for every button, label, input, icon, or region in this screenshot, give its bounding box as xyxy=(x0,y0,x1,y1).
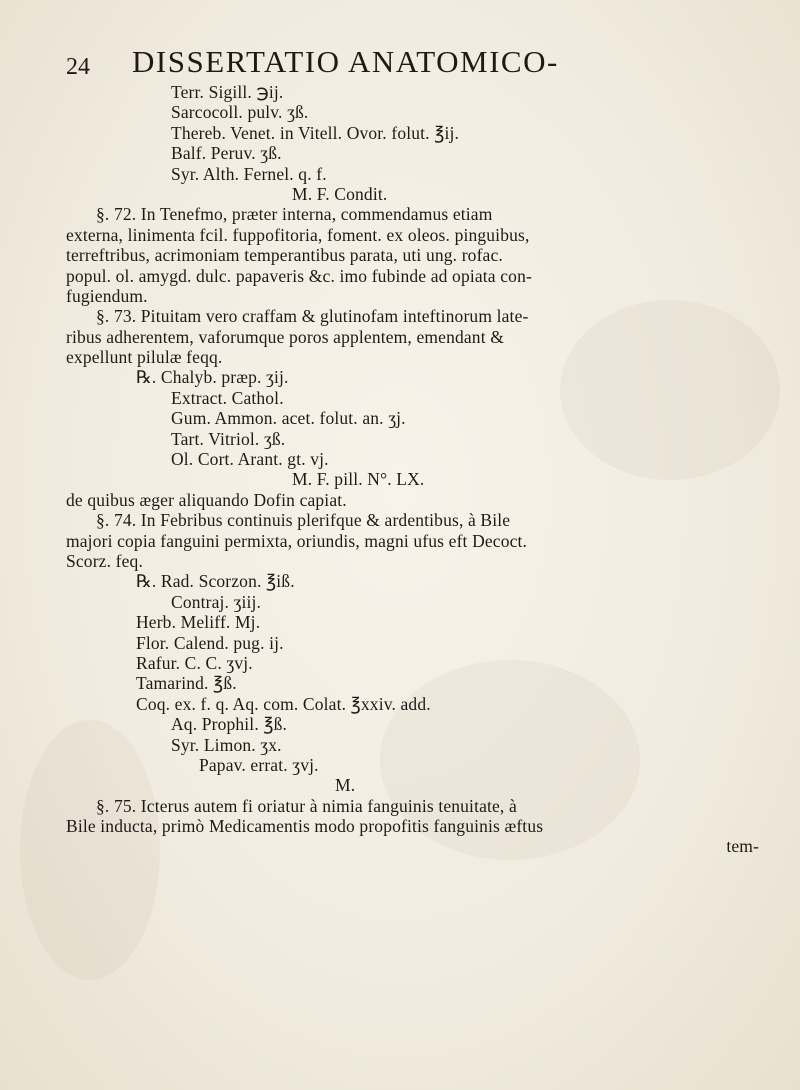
text-line: ℞. Rad. Scorzon. ℥iß. xyxy=(136,571,295,592)
text-line: Papav. errat. ʒvj. xyxy=(199,754,319,775)
text-line: §. 75. Icterus autem fi oriatur à nimia fanguinis tenuitate, à xyxy=(96,795,517,816)
text-line: Tart. Vitriol. ʒß. xyxy=(171,428,286,449)
text-line: Tamarind. ℥ß. xyxy=(136,673,237,694)
text-line: de quibus æger aliquando Dofin capiat. xyxy=(66,489,347,510)
text-line: expellunt pilulæ feqq. xyxy=(66,347,223,368)
text-line: §. 74. In Febribus continuis plerifque & ardentibus, à Bile xyxy=(96,510,511,531)
text-line: externa, linimenta fcil. fuppofitoria, foment. ex oleos. pinguibus, xyxy=(66,224,530,245)
text-line: Sarcocoll. pulv. ʒß. xyxy=(171,102,309,123)
text-line: §. 73. Pituitam vero craffam & glutinofam inteftinorum late- xyxy=(96,306,529,327)
page-header xyxy=(66,44,766,84)
text-line: Thereb. Venet. in Vitell. Ovor. folut. ℥ij. xyxy=(171,122,460,143)
text-line: Balf. Peruv. ʒß. xyxy=(171,143,282,164)
text-line: Ol. Cort. Arant. gt. vj. xyxy=(171,449,329,470)
text-line: ℞. Chalyb. præp. ʒij. xyxy=(136,367,289,388)
text-line: fugiendum. xyxy=(66,285,148,306)
catchword: tem- xyxy=(726,836,759,857)
page-number: 24 xyxy=(66,54,90,80)
text-line: popul. ol. amygd. dulc. papaveris &c. imo fubinde ad opiata con- xyxy=(66,265,532,286)
text-line: Gum. Ammon. acet. folut. an. ʒj. xyxy=(171,408,406,429)
text-line: §. 72. In Tenefmo, præter interna, commendamus etiam xyxy=(96,204,493,225)
text-line: Scorz. feq. xyxy=(66,550,143,571)
text-line: M. F. pill. N°. LX. xyxy=(292,469,425,490)
running-head: DISSERTATIO ANATOMICO- xyxy=(132,44,559,79)
text-line: Aq. Prophil. ℥ß. xyxy=(171,714,288,735)
text-line: Coq. ex. f. q. Aq. com. Colat. ℥xxiv. add. xyxy=(136,693,431,714)
body-text xyxy=(66,82,771,857)
text-line: Syr. Alth. Fernel. q. f. xyxy=(171,163,327,184)
text-line: Terr. Sigill. ℈ij. xyxy=(171,82,284,102)
text-line: M. xyxy=(335,775,356,796)
text-line: terreftribus, acrimoniam temperantibus parata, uti ung. rofac. xyxy=(66,245,503,266)
text-line: ribus adherentem, vaforumque poros applentem, emendant & xyxy=(66,326,504,347)
text-line: Syr. Limon. ʒx. xyxy=(171,734,282,755)
text-line: Contraj. ʒiij. xyxy=(171,591,262,612)
text-line: majori copia fanguini permixta, oriundis, magni ufus eft Decoct. xyxy=(66,530,528,551)
text-line: Bile inducta, primò Medicamentis modo propofitis fanguinis æftus xyxy=(66,816,544,837)
text-line: Flor. Calend. pug. ij. xyxy=(136,632,284,653)
text-line: Rafur. C. C. ʒvj. xyxy=(136,652,253,673)
text-line: M. F. Condit. xyxy=(292,183,388,204)
text-line: Extract. Cathol. xyxy=(171,387,284,408)
text-line: Herb. Meliff. Mj. xyxy=(136,612,261,633)
